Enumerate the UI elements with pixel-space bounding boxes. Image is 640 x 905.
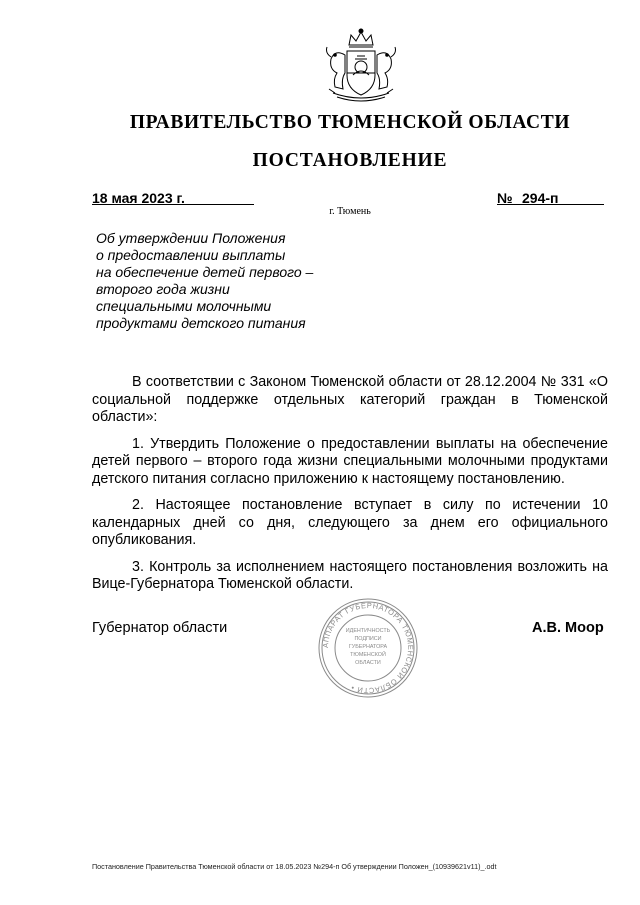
clause-1-paragraph: 1. Утвердить Положение о предоставлении выплаты на обеспечение детей первого – второго года жизни специальными молочными продуктами детского питания согласно приложению к настоящему постановлению. <box>92 435 608 487</box>
document-body <box>92 374 608 603</box>
document-number: 294-п <box>522 190 559 206</box>
document-city: г. Тюмень <box>329 206 371 217</box>
svg-text:ТЮМЕНСКОЙ: ТЮМЕНСКОЙ <box>350 652 386 658</box>
preamble-paragraph: В соответствии с Законом Тюменской области от 28.12.2004 № 331 «О социальной поддержке отдельных категорий граждан в Тюменской области»: <box>92 374 608 425</box>
svg-text:АППАРАТ ГУБЕРНАТОРА ТЮМЕНСКОЙ: АППАРАТ ГУБЕРНАТОРА ТЮМЕНСКОЙ ОБЛАСТИ • <box>320 600 416 696</box>
official-seal-stamp <box>316 596 420 700</box>
svg-text:ПОДПИСИ: ПОДПИСИ <box>354 636 382 642</box>
subject-line: продуктами детского питания <box>96 315 306 331</box>
page-footer: Постановление Правительства Тюменской области от 18.05.2023 №294-п Об утверждении Положен_(10939621v11)_.odt <box>92 862 497 871</box>
subject-line: о предоставлении выплаты <box>96 247 286 263</box>
number-underline <box>497 204 604 205</box>
coat-of-arms-emblem <box>313 27 409 105</box>
number-sign: № <box>497 190 513 206</box>
document-date: 18 мая 2023 г. <box>92 190 185 206</box>
signatory-title: Губернатор области <box>92 620 228 636</box>
government-title: ПРАВИТЕЛЬСТВО ТЮМЕНСКОЙ ОБЛАСТИ <box>129 112 571 133</box>
document-subject <box>96 230 336 332</box>
svg-text:ГУБЕРНАТОРА: ГУБЕРНАТОРА <box>348 644 388 650</box>
clause-3-paragraph: 3. Контроль за исполнением настоящего постановления возложить на Вице-Губернатора Тюменской области. <box>92 558 608 592</box>
signatory-name: А.В. Моор <box>532 620 604 636</box>
subject-line: специальными молочными <box>96 298 272 314</box>
subject-line: второго года жизни <box>96 281 230 297</box>
date-underline <box>92 204 254 205</box>
svg-text:ОБЛАСТИ: ОБЛАСТИ <box>355 660 381 666</box>
document-type-heading: ПОСТАНОВЛЕНИЕ <box>252 150 448 171</box>
subject-line: Об утверждении Положения <box>96 230 286 246</box>
subject-line: на обеспечение детей первого – <box>96 264 314 280</box>
clause-2-paragraph: 2. Настоящее постановление вступает в силу по истечении 10 календарных дней со дня, следующего за днем его официального опубликования. <box>92 497 608 548</box>
svg-text:ИДЕНТИЧНОСТЬ: ИДЕНТИЧНОСТЬ <box>345 628 391 634</box>
